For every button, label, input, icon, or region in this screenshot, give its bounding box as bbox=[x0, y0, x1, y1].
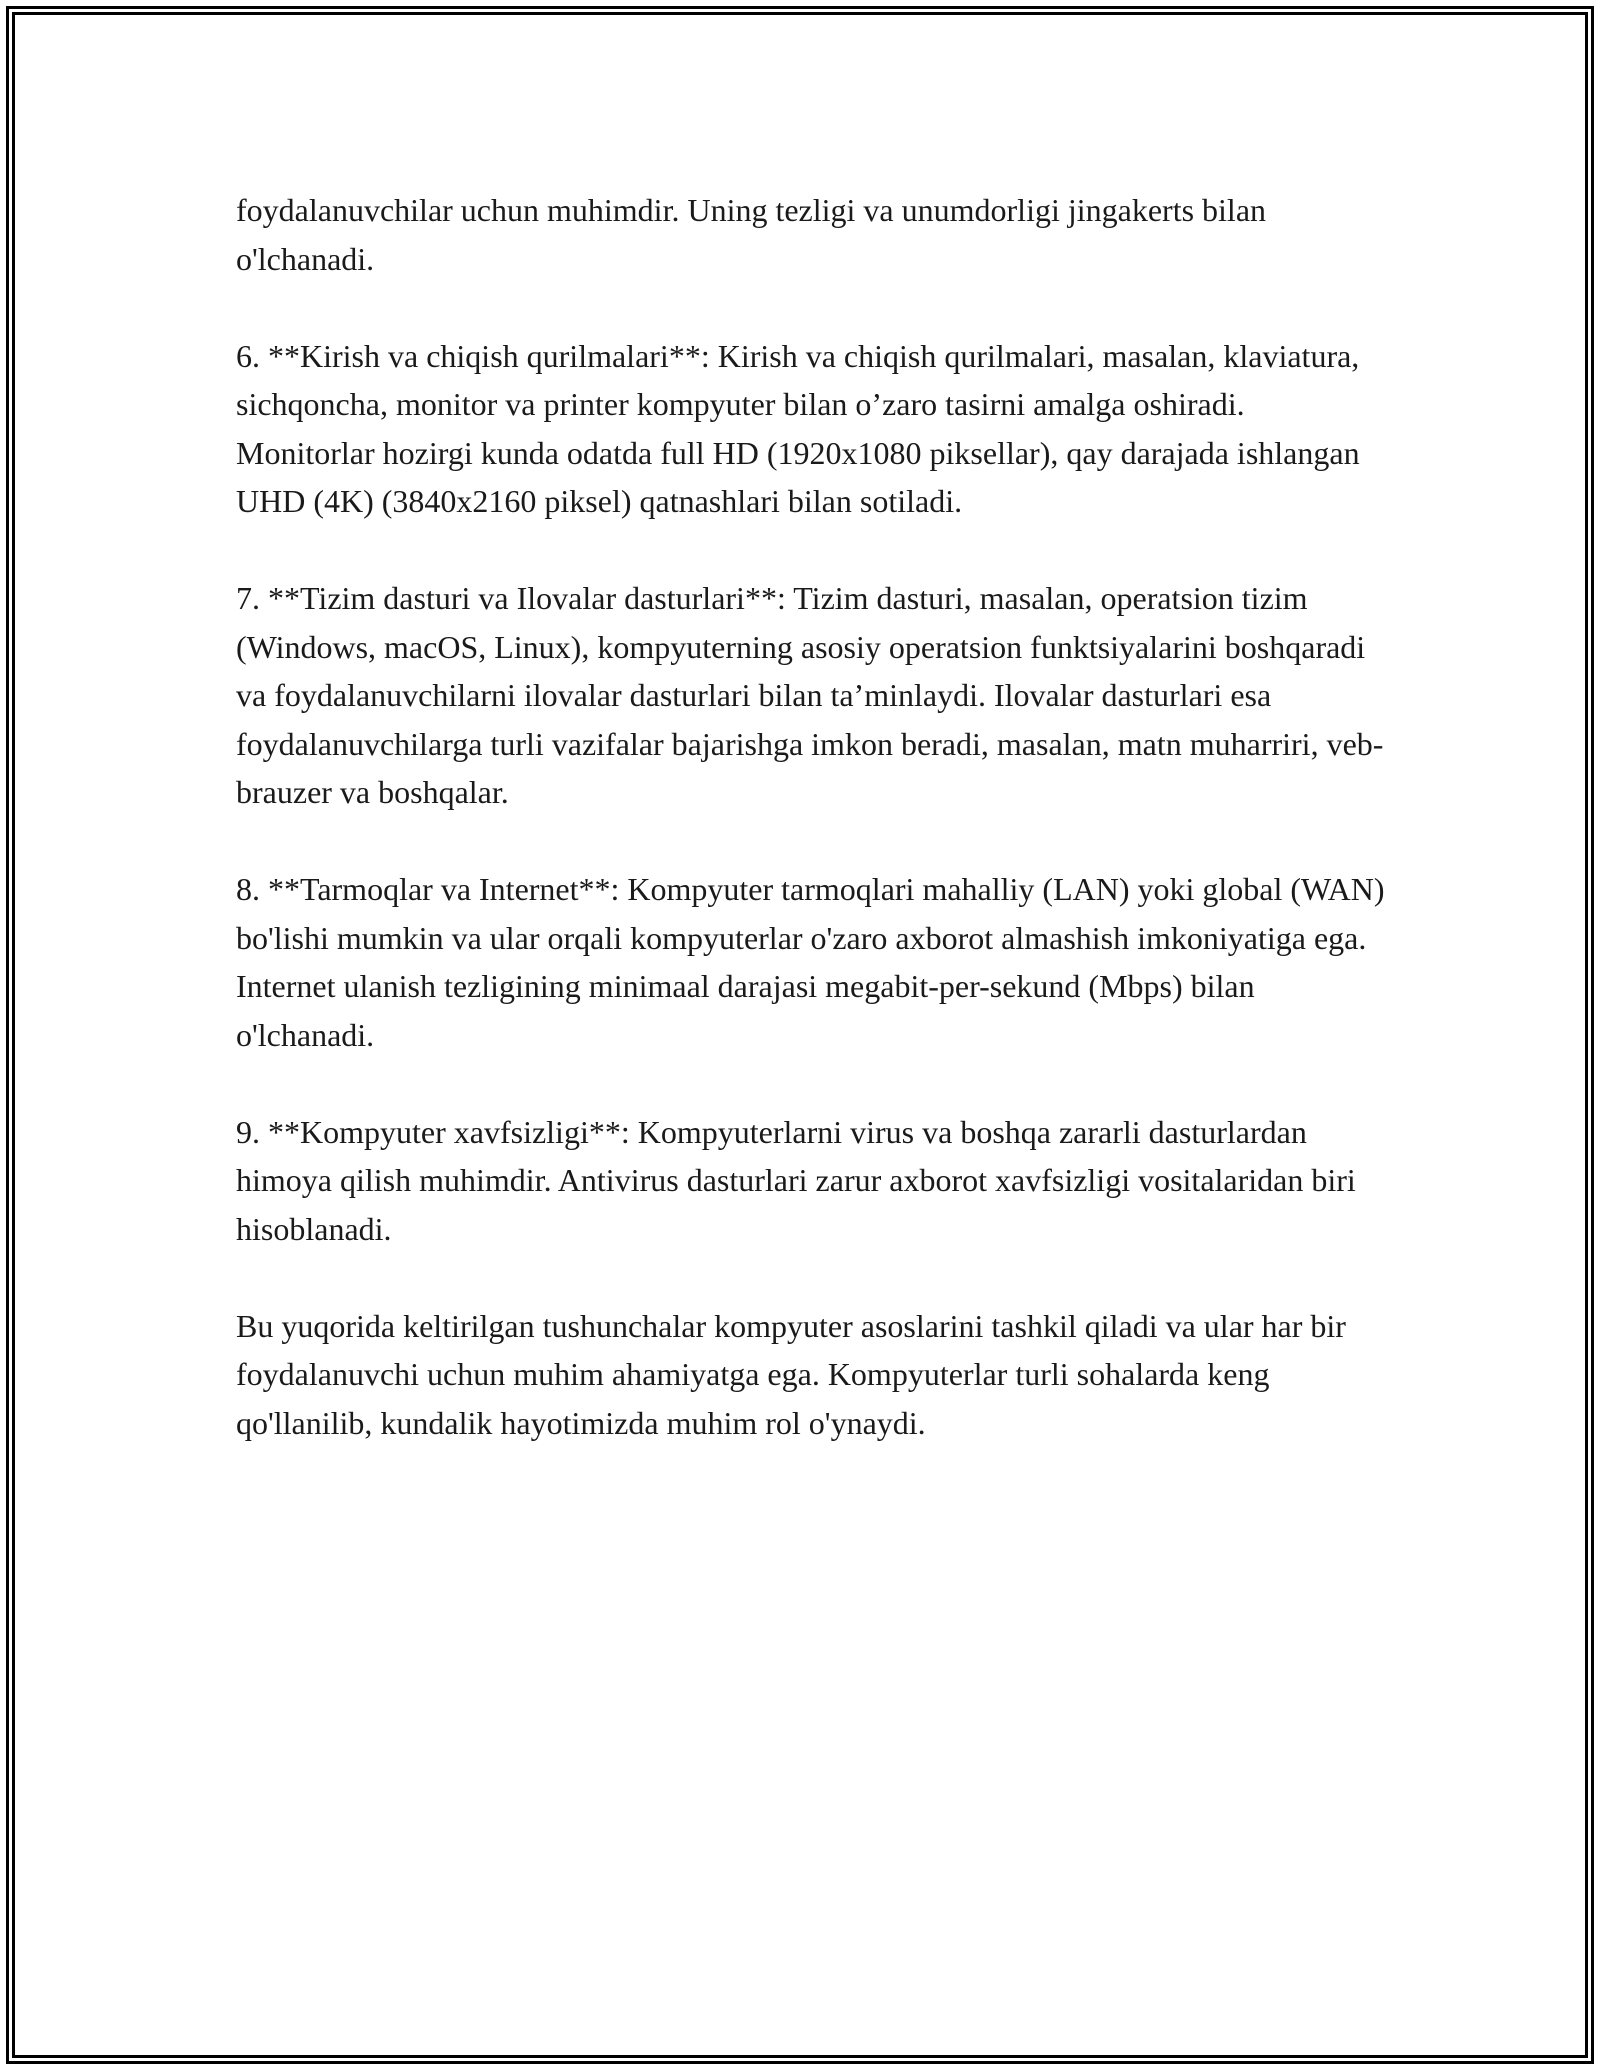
paragraph-system-and-application-software: 7. **Tizim dasturi va Ilovalar dasturlari**: Tizim dasturi, masalan, operatsion tizim (Windows, macOS, Linux), kompyuterning asosiy operatsion funktsiyalarini boshqaradi va foydalanuvchilarni ilovalar dasturlari bilan ta’minlaydi. Ilovalar dasturlari esa foydalanuvchilarga turli vazifalar bajarishga imkon beradi, masalan, matn muharriri, veb-brauzer va boshqalar. bbox=[236, 580, 1384, 810]
paragraph-conclusion: Bu yuqorida keltirilgan tushunchalar kompyuter asoslarini tashkil qiladi va ular har bir foydalanuvchi uchun muhim ahamiyatga ega. Kompyuterlar turli sohalarda keng qo'llanilib, kundalik hayotimizda muhim rol o'ynaydi. bbox=[236, 1307, 1346, 1441]
document-body bbox=[236, 186, 1386, 1496]
paragraph-continuation: foydalanuvchilar uchun muhimdir. Uning tezligi va unumdorligi jingakerts bilan o'lchanadi. bbox=[236, 192, 1267, 277]
paragraph-input-output-devices: 6. **Kirish va chiqish qurilmalari**: Kirish va chiqish qurilmalari, masalan, klaviatura, sichqoncha, monitor va printer kompyuter bilan o’zaro tasirni amalga oshiradi. Monitorlar hozirgi kunda odatda full HD (1920x1080 piksellar), qay darajada ishlangan UHD (4K) (3840x2160 piksel) qatnashlari bilan sotiladi. bbox=[236, 337, 1360, 519]
paragraph-computer-security: 9. **Kompyuter xavfsizligi**: Kompyuterlarni virus va boshqa zararli dasturlardan himoya qilish muhimdir. Antivirus dasturlari zarur axborot xavfsizligi vositalaridan biri hisoblanadi. bbox=[236, 1113, 1356, 1247]
paragraph-networks-and-internet: 8. **Tarmoqlar va Internet**: Kompyuter tarmoqlari mahalliy (LAN) yoki global (WAN) bo'lishi mumkin va ular orqali kompyuterlar o'zaro axborot almashish imkoniyatiga ega. Internet ulanish tezligining minimaal darajasi megabit-per-sekund (Mbps) bilan o'lchanadi. bbox=[236, 871, 1385, 1053]
